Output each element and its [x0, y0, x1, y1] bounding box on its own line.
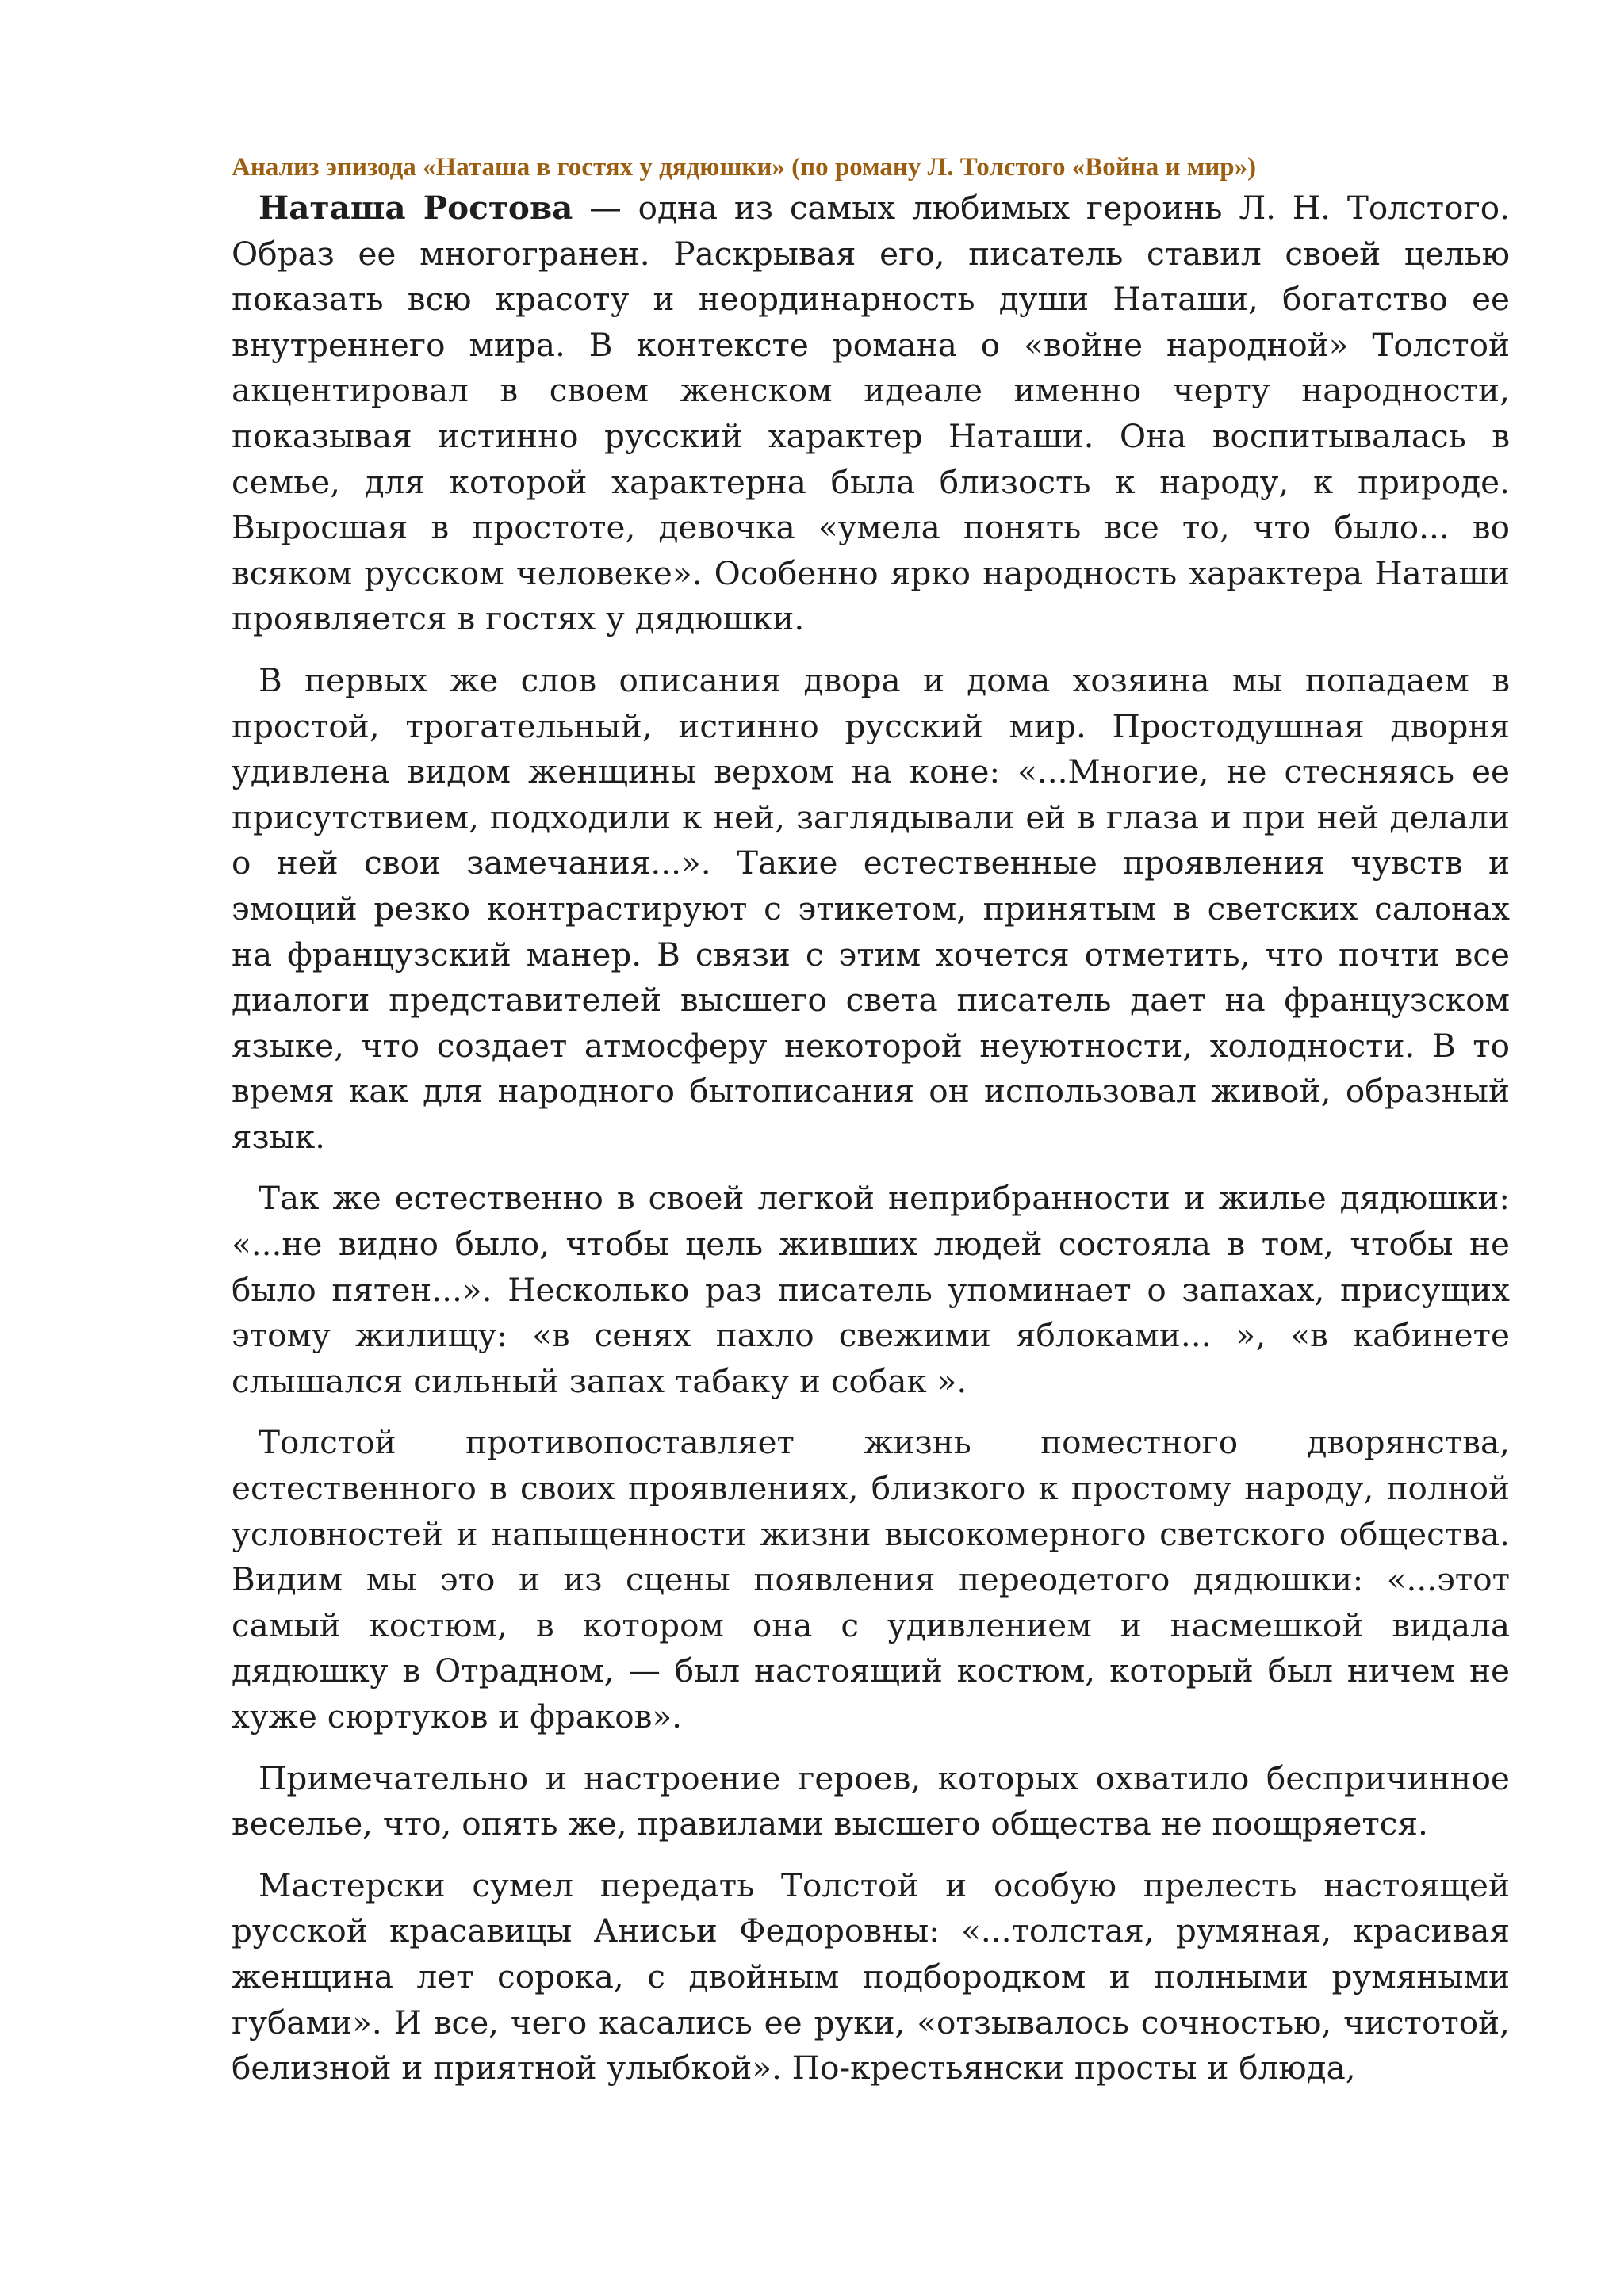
- document-body: [232, 186, 1510, 2107]
- paragraph-1-text: — одна из самых любимых героинь Л. Н. Толстого. Образ ее многогранен. Раскрывая его, писатель ставил своей целью показать всю красоту и неординарность души Наташи, богатство ее внутреннего мира. В контексте романа о «войне народной» Толстой акцентировал в своем женском идеале именно черту народности, показывая истинно русский характер Наташи. Она воспитывалась в семье, для которой характерна была близость к народу, к природе. Выросшая в простоте, девочка «умела понять все то, что было... во всяком русском человеке». Особенно ярко народность характера Наташи проявляется в гостях у дядюшки.: [232, 189, 1510, 638]
- paragraph-1: [232, 186, 1510, 642]
- paragraph-lead-name: Наташа Ростова: [259, 189, 573, 227]
- paragraph-4: Толстой противопоставляет жизнь поместного дворянства, естественного в своих проявлениях, близкого к простому народу, полной условностей и напыщенности жизни высокомерного светского общества. Видим мы это и из сцены появления переодетого дядюшки: «...этот самый костюм, в котором она с удивлением и насмешкой видала дядюшку в Отрадном, — был настоящий костюм, который был ничем не хуже сюртуков и фраков».: [232, 1423, 1510, 1735]
- paragraph-5: Примечательно и настроение героев, которых охватило беспричинное веселье, что, опять же, правилами высшего общества не поощряется.: [232, 1758, 1510, 1843]
- paragraph-2: В первых же слов описания двора и дома хозяина мы попадаем в простой, трогательный, истинно русский мир. Простодушная дворня удивлена видом женщины верхом на коне: «...Многие, не стесняясь ее присутствием, подходили к ней, заглядывали ей в глаза и при ней делали о ней свои замечания...». Такие естественные проявления чувств и эмоций резко контрастируют с этикетом, принятым в светских салонах на французский манер. В связи с этим хочется отметить, что почти все диалоги представителей высшего света писатель дает на французском языке, что создает атмосферу некоторой неуютности, холодности. В то время как для народного бытописания он использовал живой, образный язык.: [232, 660, 1510, 1156]
- paragraph-6: Мастерски сумел передать Толстой и особую прелесть настоящей русской красавицы Анисьи Федоровны: «...толстая, румяная, красивая женщина лет сорока, с двойным подбородком и полными румяными губами». И все, чего касались ее руки, «отзывалось сочностью, чистотой, белизной и приятной улыбкой». По-крестьянски просты и блюда,: [232, 1866, 1510, 2087]
- paragraph-3: Так же естественно в своей легкой неприбранности и жилье дядюшки: «...не видно было, чтобы цель живших людей состояла в том, чтобы не было пятен...». Несколько раз писатель упоминает о запахах, присущих этому жилищу: «в сенях пахло свежими яблоками... », «в кабинете слышался сильный запах табаку и собак ».: [232, 1179, 1510, 1400]
- document-title: Анализ эпизода «Наташа в гостях у дядюшки» (по роману Л. Толстого «Война и мир»): [232, 153, 1257, 182]
